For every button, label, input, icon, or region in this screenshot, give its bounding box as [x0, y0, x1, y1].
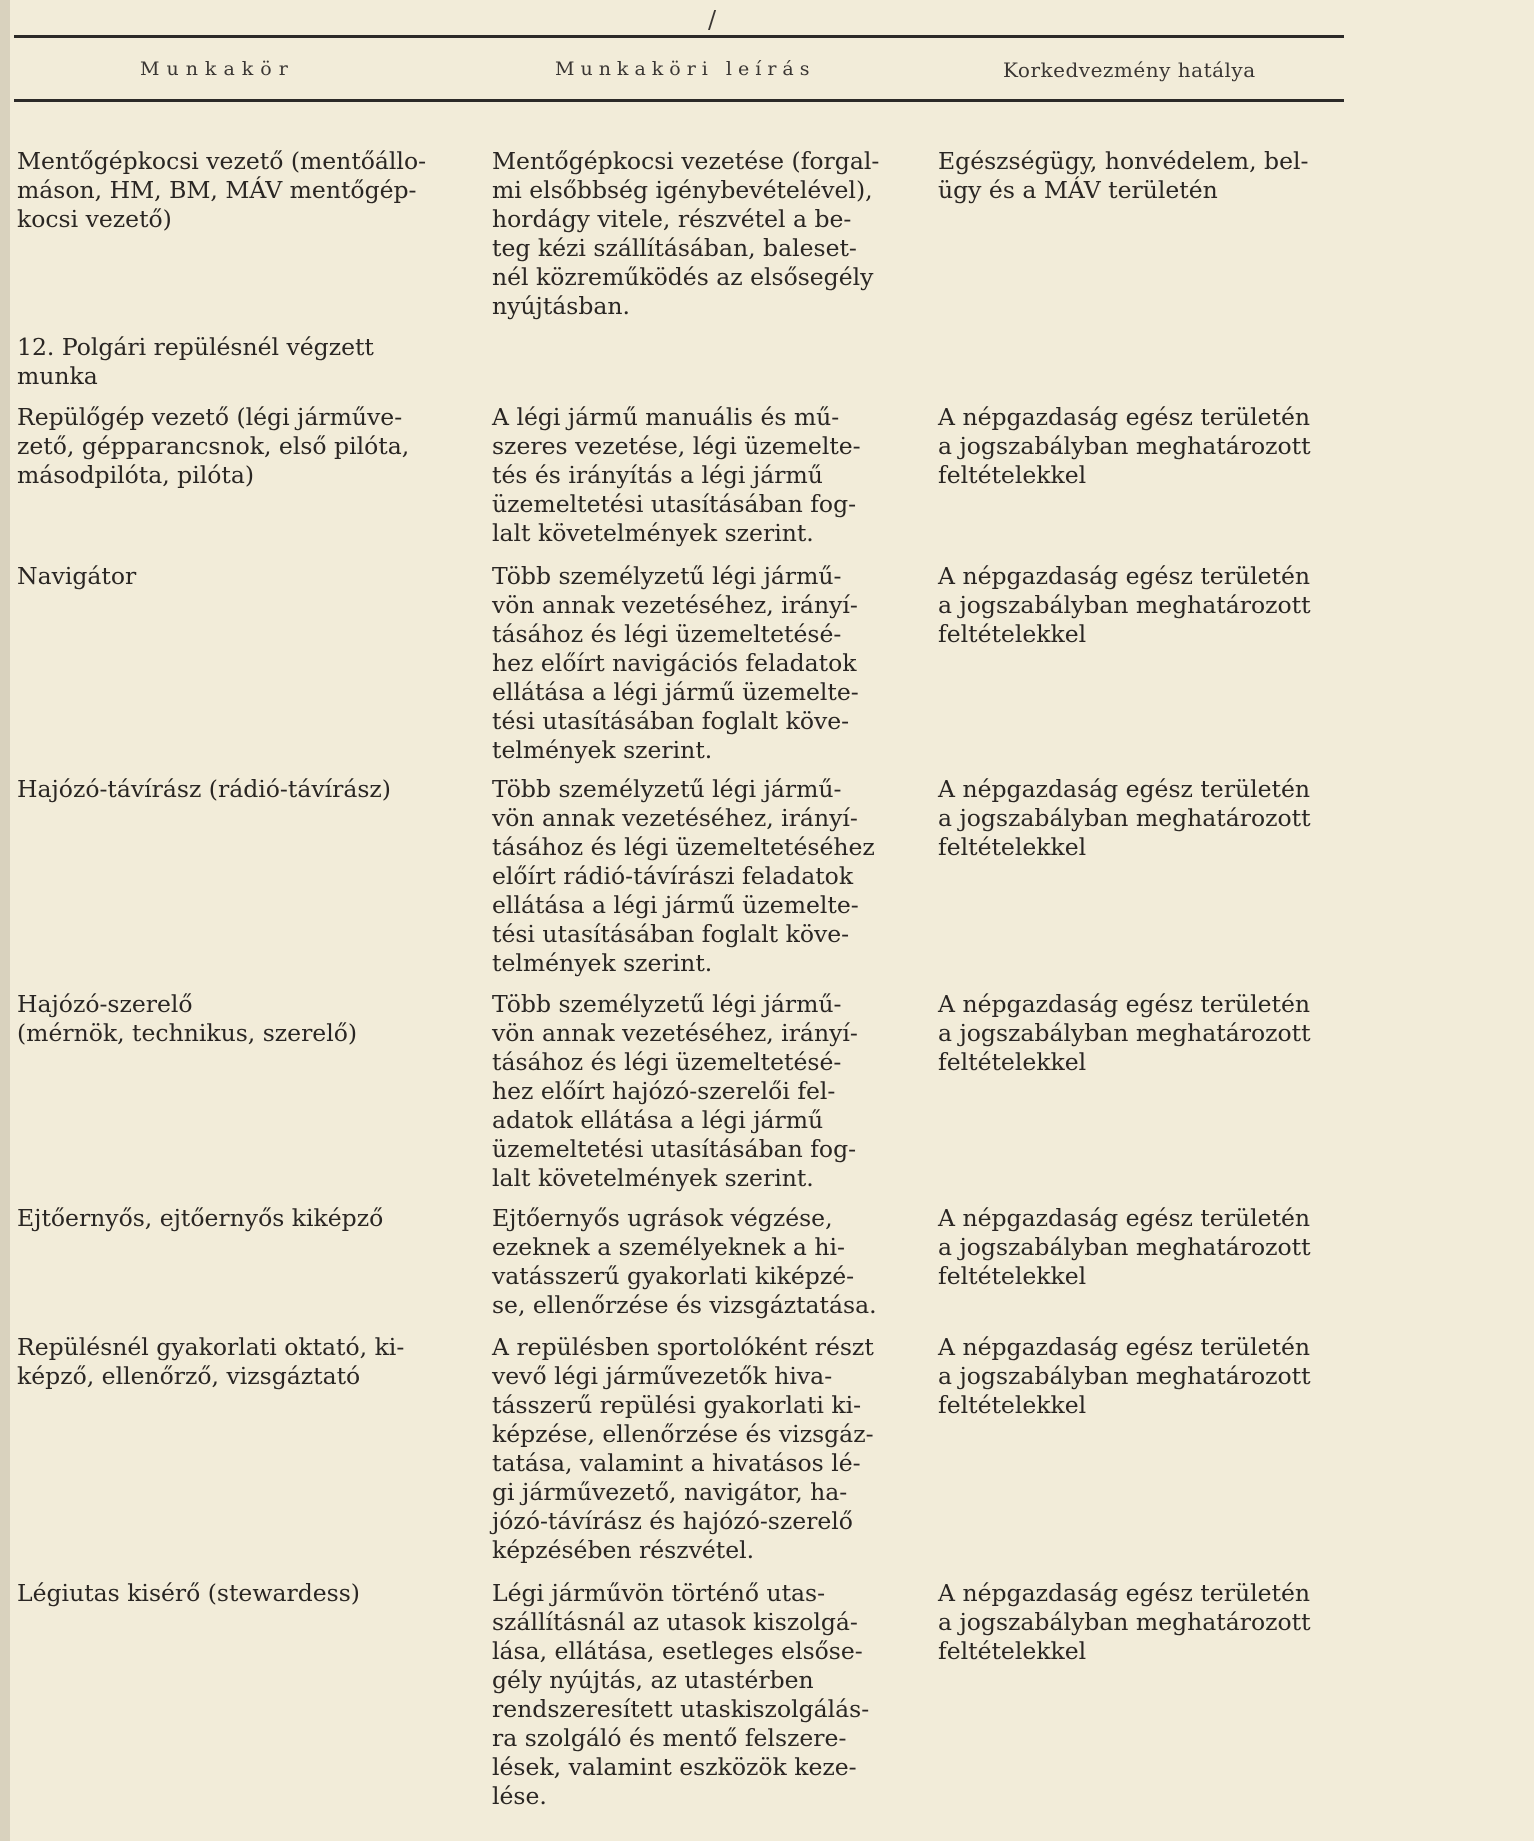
row-validity-cell: A népgazdaság egész területén a jogszabályban meghatározott feltételekkel: [938, 775, 1311, 861]
row-validity-cell: A népgazdaság egész területén a jogszabályban meghatározott feltételekkel: [938, 1333, 1311, 1419]
row-description-cell: A repülésben sportolóként részt vevő légi járművezetők hiva- tásszerű repülési gyakorlati ki- képzése, ellenőrzése és vizsgáz- tatása, valamint a hivatásos lé- gi járművezető, navigátor, ha- józó-távírász és hajózó-szerelő képzésében részvétel.: [492, 1333, 874, 1564]
top-rule: [14, 35, 1344, 38]
row-job-cell: Hajózó-távírász (rádió-távírász): [17, 775, 391, 803]
row-description-cell: A légi jármű manuális és mű- szeres vezetése, légi üzemelte- tés és irányítás a légi jármű üzemeltetési utasításában fog- lalt követelmények szerint.: [492, 403, 861, 547]
row-validity-cell: Egészségügy, honvédelem, bel- ügy és a MÁV területén: [938, 147, 1309, 204]
row-description-cell: Mentőgépkocsi vezetése (forgal- mi elsőbbség igénybevételével), hordágy vitele, részvétel a be- teg kézi szállításában, baleset- nél közreműködés az elsősegély nyújtásban.: [492, 147, 880, 320]
row-job-cell: Hajózó-szerelő (mérnök, technikus, szerelő): [17, 990, 358, 1047]
column-header-validity: Korkedvezmény hatálya: [1003, 58, 1256, 82]
column-header-job: Munkakör: [140, 58, 295, 80]
row-job-cell: Ejtőernyős, ejtőernyős kiképző: [17, 1204, 384, 1232]
row-job-cell: Navigátor: [17, 562, 137, 590]
row-validity-cell: A népgazdaság egész területén a jogszabályban meghatározott feltételekkel: [938, 1204, 1311, 1290]
row-validity-cell: A népgazdaság egész területén a jogszabályban meghatározott feltételekkel: [938, 1579, 1311, 1665]
column-header-description: Munkaköri leírás: [555, 58, 816, 80]
section-heading-cell: 12. Polgári repülésnél végzett munka: [17, 333, 374, 390]
top-mark: /: [708, 6, 717, 34]
row-description-cell: Több személyzetű légi jármű- vön annak vezetéséhez, irányí- tásához és légi üzemeltetésé- hez előírt navigációs feladatok ellátása a légi jármű üzemelte- tési utasításában foglalt köve- telmények szerint.: [492, 562, 859, 764]
row-validity-cell: A népgazdaság egész területén a jogszabályban meghatározott feltételekkel: [938, 403, 1311, 489]
row-job-cell: Repülőgép vezető (légi járműve- zető, gépparancsnok, első pilóta, másodpilóta, pilóta): [17, 403, 410, 489]
row-validity-cell: A népgazdaság egész területén a jogszabályban meghatározott feltételekkel: [938, 562, 1311, 648]
row-job-cell: Repülésnél gyakorlati oktató, ki- képző, ellenőrző, vizsgáztató: [17, 1333, 405, 1390]
row-job-cell: Mentőgépkocsi vezető (mentőállo- máson, HM, BM, MÁV mentőgép- kocsi vezető): [17, 147, 427, 233]
page-edge-shadow: [0, 0, 10, 1841]
row-validity-cell: A népgazdaság egész területén a jogszabályban meghatározott feltételekkel: [938, 990, 1311, 1076]
row-description-cell: Több személyzetű légi jármű- vön annak vezetéséhez, irányí- tásához és légi üzemeltetésé- hez előírt hajózó-szerelői fel- adatok ellátása a légi jármű üzemeltetési utasításában fog- lalt követelmények szerint.: [492, 990, 858, 1192]
row-description-cell: Légi járművön történő utas- szállításnál az utasok kiszolgá- lása, ellátása, esetleges elsőse- gély nyújtás, az utastérben rendszeresített utaskiszolgálás- ra szolgáló és mentő felszere- lések, valamint eszközök keze- lése.: [492, 1579, 870, 1810]
header-rule: [14, 99, 1344, 102]
row-description-cell: Ejtőernyős ugrások végzése, ezeknek a személyeknek a hi- vatásszerű gyakorlati kiképzé- se, ellenőrzése és vizsgáztatása.: [492, 1204, 877, 1319]
row-description-cell: Több személyzetű légi jármű- vön annak vezetéséhez, irányí- tásához és légi üzemeltetéséhez előírt rádió-távírászi feladatok ellátása a légi jármű üzemelte- tési utasításában foglalt köve- telmények szerint.: [492, 775, 875, 977]
row-job-cell: Légiutas kisérő (stewardess): [17, 1579, 360, 1607]
